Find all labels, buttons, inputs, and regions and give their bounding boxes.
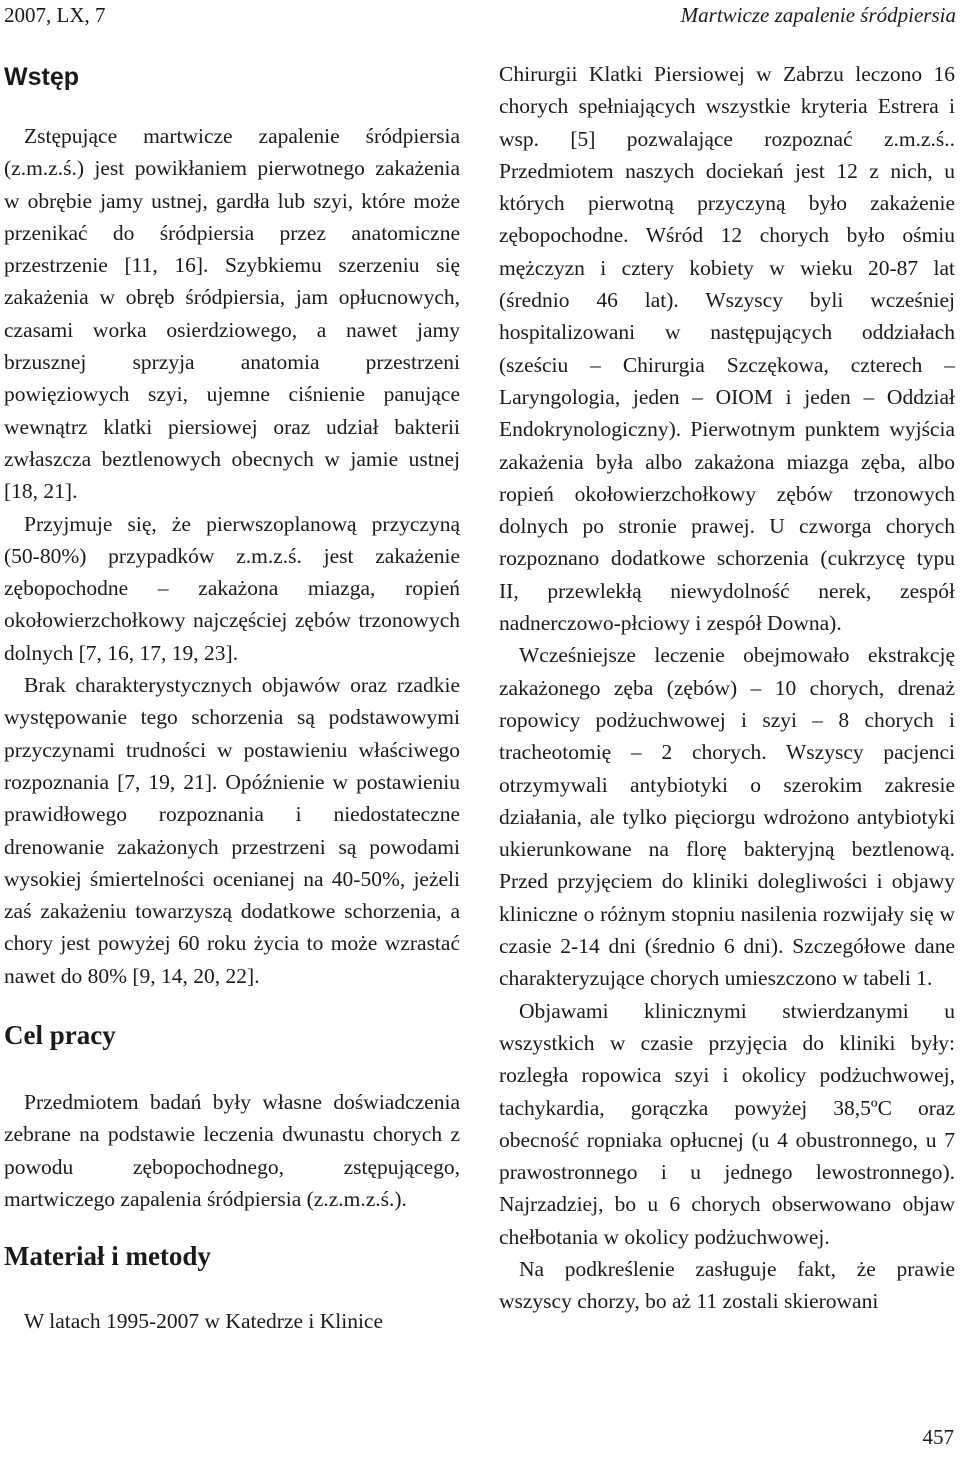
section-heading-aim: Cel pracy [4, 1020, 116, 1051]
paragraph: Przedmiotem badań były własne doświadczenia zebrane na podstawie leczenia dwunastu chorych z powodu zębopochodnego, zstępującego, martwiczego zapalenia śródpiersia (z.z.m.z.ś.). [4, 1090, 460, 1211]
page-number: 457 [922, 1425, 954, 1449]
paragraph: Wcześniejsze leczenie obejmowało ekstrakcję zakażonego zęba (zębów) – 10 chorych, drenaż ropowicy podżuchwowej i szyi – 8 chorych i tracheotomię – 2 chorych. Wszyscy pacjenci otrzymywali antybiotyki o szerokim zakresie działania, ale tylko pięciorgu wdrożono antybiotyki ukierunkowane na florę bakteryjną beztlenową. Przed przyjęciem do kliniki dolegliwości i objawy kliniczne o różnym stopniu nasilenia rozwijały się w czasie 2-14 dni (średnio 6 dni). Szczegółowe dane charakteryzujące chorych umieszczono w tabeli 1. [499, 643, 955, 991]
section-heading-methods: Materiał i metody [4, 1241, 211, 1272]
paragraph: Zstępujące martwicze zapalenie śródpiersia (z.m.z.ś.) jest powikłaniem pierwotnego zakażenia w obrębie jamy ustnej, gardła lub szyi, które może przenikać do śródpiersia przez anatomiczne przestrzenie [11, 16]. Szybkiemu szerzeniu się zakażenia w obręb śródpiersia, jam opłucnowych, czasami worka osierdziowego, a nawet jamy brzusznej sprzyja anatomia przestrzeni powięziowych szyi, ujemne ciśnienie panujące wewnątrz klatki piersiowej oraz udział bakterii zwłaszcza beztlenowych obecnych w jamie ustnej [18, 21]. [4, 124, 460, 504]
paragraph: Brak charakterystycznych objawów oraz rzadkie występowanie tego schorzenia są podstawowymi przyczynami trudności w postawieniu właściwego rozpoznania [7, 19, 21]. Opóźnienie w postawieniu prawidłowego rozpoznania i niedostateczne drenowanie zakażonych przestrzeni są powodami wysokiej śmiertelności ocenianej na 40-50%, jeżeli zaś zakażeniu towarzyszą dodatkowe schorzenia, a chory jest powyżej 60 roku życia to może wzrastać nawet do 80% [9, 14, 20, 22]. [4, 673, 460, 988]
paragraph: Objawami klinicznymi stwierdzanymi u wszystkich w czasie przyjęcia do kliniki były: rozległa ropowica szyi i okolicy podżuchwowej, tachykardia, gorączka powyżej 38,5ºC oraz obecność ropniaka opłucnej (u 4 obustronnego, u 7 prawostronnego i u jednego lewostronnego). Najrzadziej, bo u 6 chorych obserwowano objaw chełbotania w okolicy podżuchwowej. [499, 998, 955, 1249]
paragraph: Chirurgii Klatki Piersiowej w Zabrzu leczono 16 chorych spełniających wszystkie kryteria Estrera i wsp. [5] pozwalające rozpoznać z.m.z.ś.. Przedmiotem naszych dociekań jest 12 z nich, u których pierwotną przyczyną było zakażenie zębopochodne. Wśród 12 chorych było ośmiu mężczyzn i cztery kobiety w wieku 20-87 lat (średnio 46 lat). Wszyscy byli wcześniej hospitalizowani w następujących oddziałach (sześciu – Chirurgia Szczękowa, czterech – Laryngologia, jeden – OIOM i jeden – Oddział Endokrynologiczny). Pierwotnym punktem wyjścia zakażenia była albo zakażona miazga zęba, albo ropień okołowierzchołkowy zębów trzonowych dolnych po stronie prawej. U czworga chorych rozpoznano dodatkowe schorzenia (cukrzycę typu II, przewlekłą niewydolność nerek, zespół nadnerczowo-płciowy i zespół Downa). [499, 62, 955, 636]
paragraph: W latach 1995-2007 w Katedrze i Klinice [24, 1309, 384, 1334]
section-heading-introduction: Wstęp [4, 63, 79, 91]
running-header-title: Martwicze zapalenie śródpiersia [680, 3, 956, 27]
paragraph: Przyjmuje się, że pierwszoplanową przyczyną (50-80%) przypadków z.m.z.ś. jest zakażenie zębopochodne – zakażona miazga, ropień okołowierzchołkowy najczęściej zębów trzonowych dolnych [7, 16, 17, 19, 23]. [4, 511, 460, 665]
running-header-journal: 2007, LX, 7 [4, 3, 106, 27]
paragraph: Na podkreślenie zasługuje fakt, że prawie wszyscy chorzy, bo aż 11 zostali skierowani [499, 1256, 955, 1314]
right-column [499, 58, 955, 1318]
left-column [4, 58, 460, 1338]
